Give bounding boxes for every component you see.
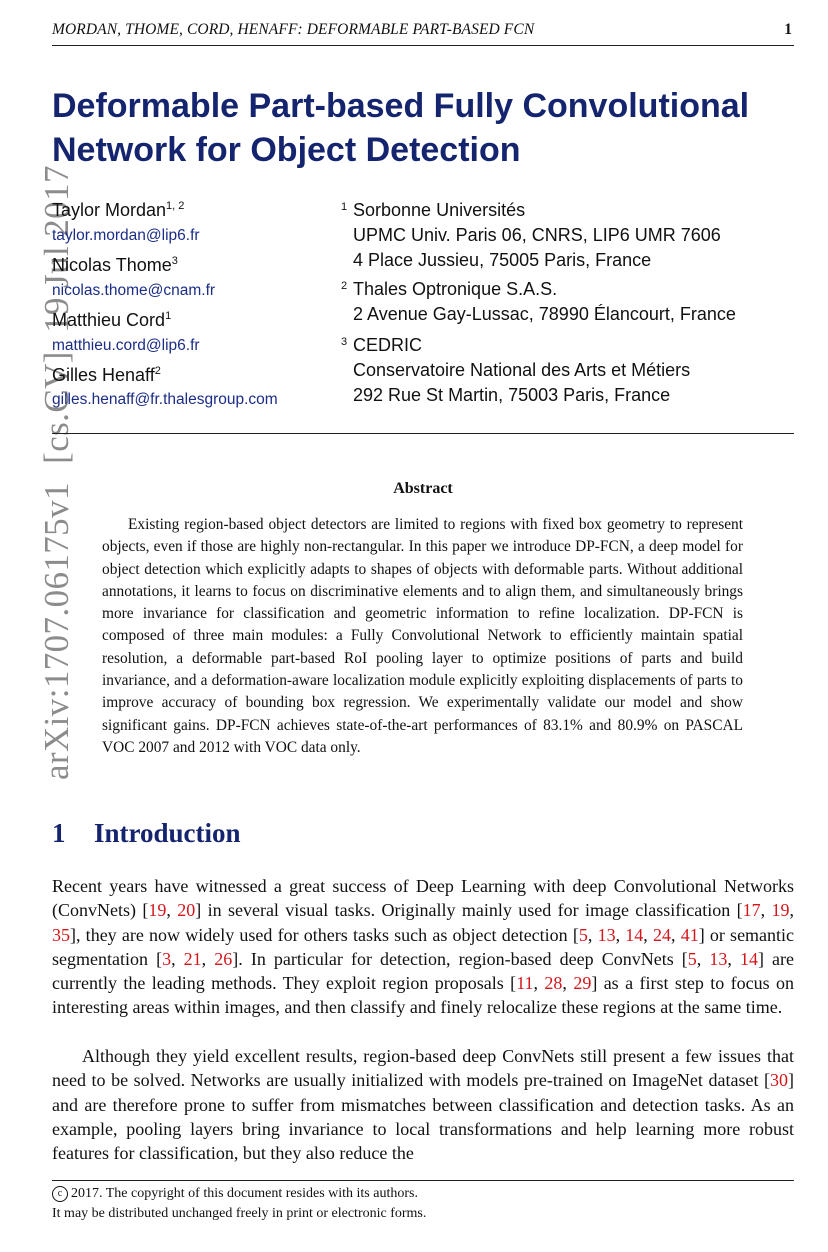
author-name: Gilles Henaff$^2$ [52,365,161,385]
section-heading [52,818,241,849]
citation-link[interactable]: 20 [177,900,196,921]
intro-paragraph-2 [52,1044,794,1165]
affiliation-line: UPMC Univ. Paris 06, CNRS, LIP6 UMR 7606 [353,225,721,245]
title-divider [52,433,794,434]
author-name: Taylor Mordan$^{1, 2}$ [52,200,185,220]
citation-link[interactable]: 35 [52,924,70,945]
citation-link[interactable]: 13 [709,948,728,969]
author-email-link[interactable]: taylor.mordan@lip6.fr [52,227,200,244]
author-name: Nicolas Thome$^3$ [52,255,178,275]
paragraph-text: , [166,900,178,921]
affiliation-line: 292 Rue St Martin, 75003 Paris, France [353,385,671,405]
citation-link[interactable]: 28 [544,973,563,994]
page-number: 1 [784,21,792,38]
section-title: Introduction [94,818,241,848]
affiliation-line: Sorbonne Universités [353,200,526,220]
title-line-1: Deformable Part-based Fully Convolutional [52,87,750,125]
paragraph-text: , [643,924,653,945]
citation-link[interactable]: 3 [162,948,172,969]
citation-link[interactable]: 5 [687,948,697,969]
paragraph-text: ] are currently the leading methods. They exploit region proposals [ [52,948,795,994]
paragraph-text: , [533,973,545,994]
affiliation-number: 3 [341,336,348,348]
copyright-icon: c [52,1186,68,1202]
paragraph-text: , [562,973,574,994]
citation-link[interactable]: 14 [625,924,644,945]
paragraph-text: , [201,948,215,969]
abstract-heading: Abstract [393,480,453,497]
paragraph-text: ] as a first step to focus on interesting areas within images, and then classify and finely relocalize these regions at the same time. [52,973,794,1018]
paragraph-text: ] in several visual tasks. Originally mainly used for image classification [ [195,900,743,921]
citation-link[interactable]: 41 [680,924,699,945]
citation-link[interactable]: 11 [516,973,534,994]
affiliation-number: 1 [341,201,348,213]
citation-link[interactable]: 19 [148,900,167,921]
paragraph-text: Although they yield excellent results, region-based deep ConvNets still present a few issues that need to be solved. Networks are usually initialized with models pre-trained on ImageNet dataset [ [52,1046,794,1091]
citation-link[interactable]: 13 [597,924,616,945]
citation-link[interactable]: 21 [183,948,202,969]
paper-title [52,84,792,172]
abstract-text: Existing region-based object detectors are limited to regions with fixed box geometry to represent objects, even if those are highly non-rectangular. In this paper we introduce DP-FCN, a deep model for object detection which explicitly adapts to shapes of objects with deformable parts. Without additional annotations, it learns to focus on discriminative elements and to align them, and simultaneously brings more invariance for classification and geometric information to refine localization. DP-FCN is composed of three main modules: a Fully Convolutional Network to efficiently maintain spatial resolution, a deformable part-based RoI pooling layer to optimize positions of parts and build invariance, and a deformation-aware localization module explicitly exploiting displacements of parts to improve accuracy of bounding box regression. We experimentally validate our model and show significant gains. DP-FCN achieves state-of-the-art performances of 83.1% and 80.9% on PASCAL VOC 2007 and 2012 with VOC data only. [102,516,743,756]
paragraph-text: ] or semantic segmentation [ [52,924,795,969]
intro-paragraph-1 [52,874,794,1020]
author-name: Matthieu Cord$^1$ [52,310,172,330]
citation-link[interactable]: 29 [573,973,592,994]
citation-link[interactable]: 30 [770,1070,788,1091]
affiliation-line: 2 Avenue Gay-Lussac, 78990 Élancourt, France [353,304,736,324]
paragraph-text: ] and are therefore prone to suffer from mismatches between classification and detection tasks. As an example, pooling layers bring invariance to local transformations and help learning more robust features for classification, but they also reduce the [52,1070,794,1164]
section-number: 1 [52,818,66,848]
paragraph-text: , [587,924,598,945]
citation-link[interactable]: 19 [771,900,790,921]
paragraph-text: , [789,900,795,921]
citation-link[interactable]: 17 [742,900,761,921]
affiliation-line: 4 Place Jussieu, 75005 Paris, France [353,250,652,270]
paragraph-text: ]. In particular for detection, region-based deep ConvNets [ [232,948,688,969]
paragraph-text: , [171,948,184,969]
arxiv-stamp: arXiv:1707.06175v1 [cs.CV] 19 Jul 2017 [37,165,76,780]
affiliation-line: Thales Optronique S.A.S. [353,279,558,299]
citation-link[interactable]: 5 [578,924,588,945]
paragraph-text: , [670,924,681,945]
author-email-link[interactable]: gilles.henaff@fr.thalesgroup.com [52,391,278,408]
running-title: MORDAN, THOME, CORD, HENAFF: DEFORMABLE PART-BASED FCN [52,21,535,38]
paragraph-text: , [696,948,710,969]
citation-link[interactable]: 14 [739,948,758,969]
affiliation-line: Conservatoire National des Arts et Métiers [353,360,691,380]
paragraph-text: ], they are now widely used for others tasks such as object detection [ [70,924,579,945]
author-email-link[interactable]: matthieu.cord@lip6.fr [52,337,200,354]
citation-link[interactable]: 26 [214,948,233,969]
title-line-2: Network for Object Detection [52,131,521,169]
author-email-link[interactable]: nicolas.thome@cnam.fr [52,282,216,299]
distribution-line: It may be distributed unchanged freely in print or electronic forms. [52,1206,427,1221]
paragraph-text: , [760,900,772,921]
copyright-line: c 2017. The copyright of this document resides with its authors. [52,1185,418,1203]
footer-divider [52,1180,794,1181]
citation-link[interactable]: 24 [652,924,671,945]
affiliation-number: 2 [341,280,348,292]
paragraph-text: Recent years have witnessed a great success of Deep Learning with deep Convolutional Networks (ConvNets) [ [52,876,794,921]
paragraph-text: , [727,948,740,969]
paragraph-text: , [615,924,626,945]
running-header [52,19,794,46]
affiliation-line: CEDRIC [353,335,423,355]
